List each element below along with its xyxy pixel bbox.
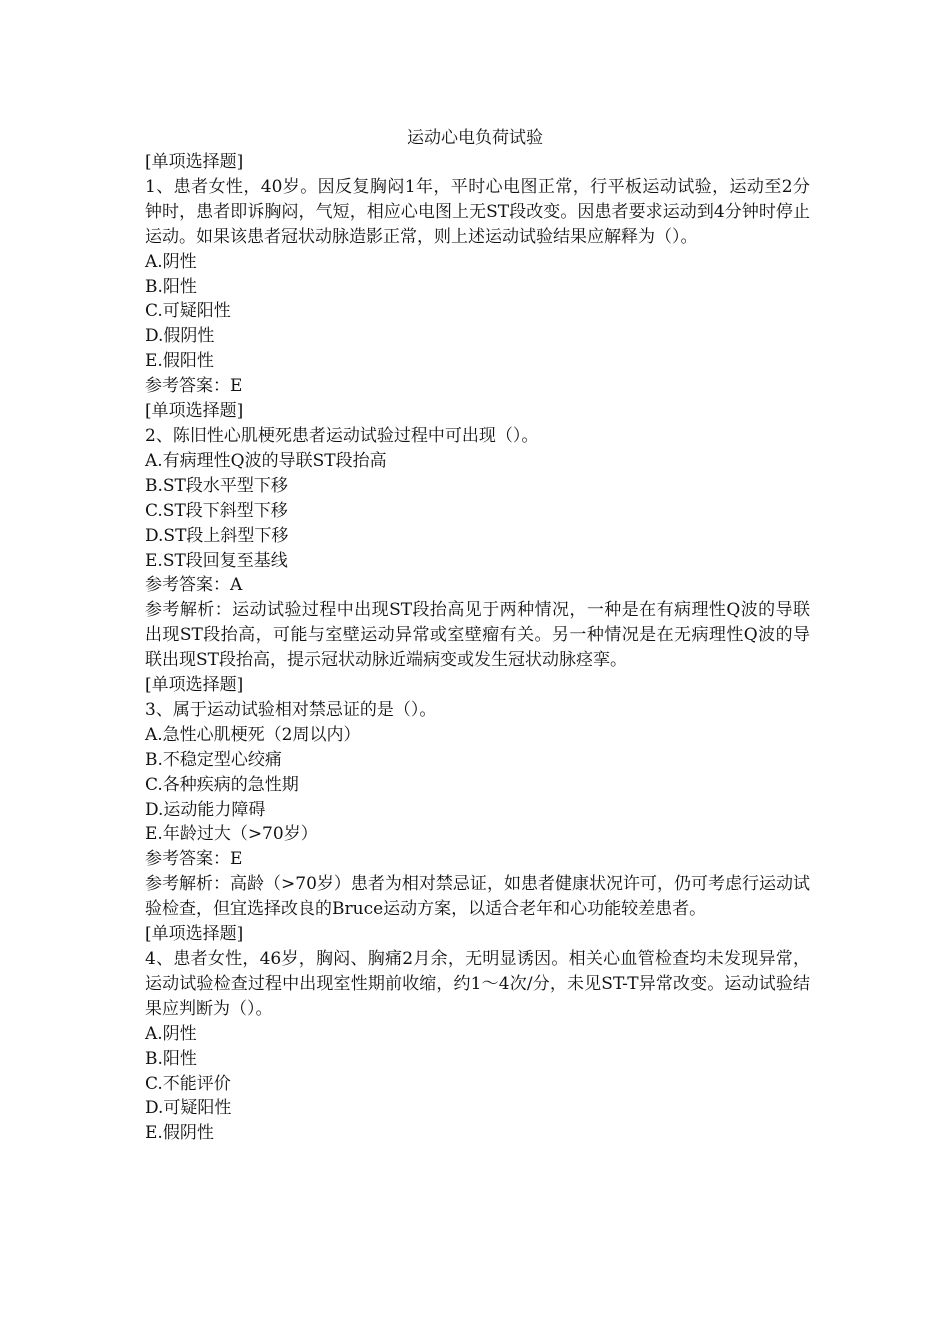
question-stem: 1、患者女性，40岁。因反复胸闷1年，平时心电图正常，行平板运动试验，运动至2分钟时，患者即诉胸闷，气短，相应心电图上无ST段改变。因患者要求运动到4分钟时停止运动。如果该患者冠状动脉造影正常，则上述运动试验结果应解释为（）。 (145, 176, 810, 247)
reference-answer: 参考答案：A (145, 575, 243, 596)
option-e: E.年龄过大（>70岁） (145, 824, 318, 845)
option-d: D.可疑阳性 (145, 1098, 232, 1119)
option-d: D.ST段上斜型下移 (145, 525, 289, 546)
option-e: E.假阳性 (145, 351, 214, 372)
option-a: A.急性心肌梗死（2周以内） (145, 724, 361, 745)
question-2 (145, 399, 810, 673)
question-4 (145, 922, 810, 1146)
reference-analysis: 参考解析：高龄（>70岁）患者为相对禁忌证，如患者健康状况许可，仍可考虑行运动试验检查，但宜选择改良的Bruce运动方案，以适合老年和心功能较差患者。 (145, 874, 810, 920)
document-body (145, 150, 810, 1146)
question-3 (145, 673, 810, 922)
option-a: A.阴性 (145, 1023, 197, 1044)
option-d: D.运动能力障碍 (145, 799, 266, 820)
reference-analysis: 参考解析：运动试验过程中出现ST段抬高见于两种情况，一种是在有病理性Q波的导联出现ST段抬高，可能与室壁运动异常或室壁瘤有关。另一种情况是在无病理性Q波的导联出现ST段抬高，提示冠状动脉近端病变或发生冠状动脉痉挛。 (145, 600, 810, 671)
option-b: B.不稳定型心绞痛 (145, 749, 282, 770)
option-e: E.ST段回复至基线 (145, 550, 288, 571)
option-d: D.假阴性 (145, 326, 215, 347)
option-a: A.阴性 (145, 251, 197, 272)
option-b: B.阳性 (145, 1048, 197, 1069)
option-c: C.各种疾病的急性期 (145, 774, 299, 795)
option-e: E.假阴性 (145, 1123, 214, 1144)
question-type-label: [单项选择题] (145, 924, 244, 945)
question-type-label: [单项选择题] (145, 152, 244, 172)
document-title: 运动心电负荷试验 (407, 128, 543, 148)
option-b: B.阳性 (145, 276, 197, 297)
reference-answer: 参考答案：E (145, 376, 243, 397)
option-c: C.不能评价 (145, 1073, 231, 1094)
question-1 (145, 150, 810, 399)
question-stem: 2、陈旧性心肌梗死患者运动试验过程中可出现（）。 (145, 425, 539, 446)
question-stem: 3、属于运动试验相对禁忌证的是（）。 (145, 699, 437, 720)
reference-answer: 参考答案：E (145, 849, 243, 870)
question-type-label: [单项选择题] (145, 675, 244, 696)
question-type-label: [单项选择题] (145, 401, 244, 422)
option-c: C.ST段下斜型下移 (145, 500, 288, 521)
option-a: A.有病理性Q波的导联ST段抬高 (145, 450, 387, 471)
option-c: C.可疑阳性 (145, 301, 231, 322)
question-stem: 4、患者女性，46岁，胸闷、胸痛2月余，无明显诱因。相关心血管检查均未发现异常，运动试验检查过程中出现室性期前收缩，约1～4次/分，未见ST-T异常改变。运动试验结果应判断为（）。 (145, 949, 810, 1019)
option-b: B.ST段水平型下移 (145, 475, 288, 496)
